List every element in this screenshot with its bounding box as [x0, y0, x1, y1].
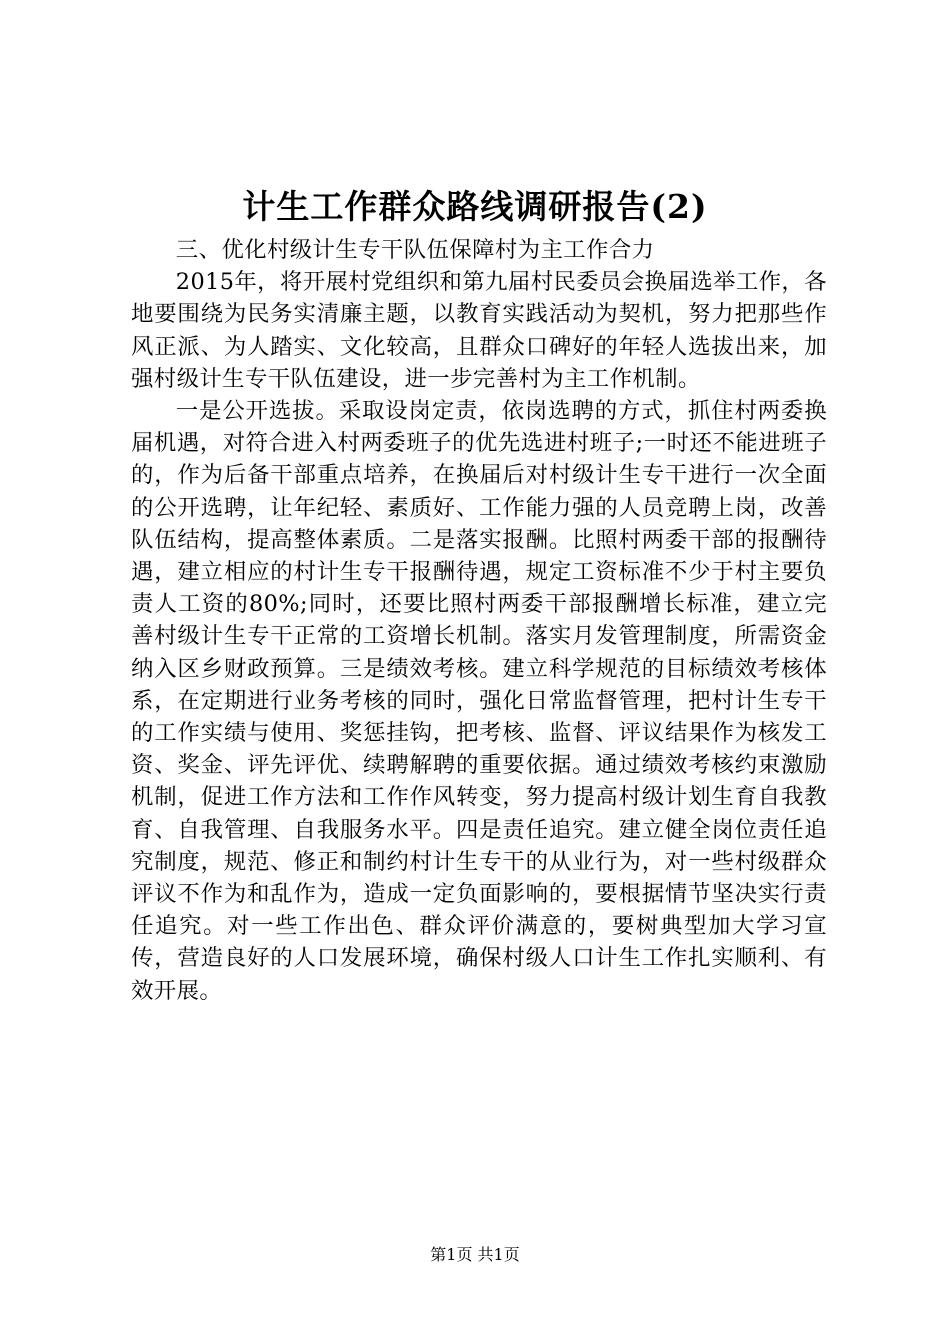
section-heading: 三、优化村级计生专干队伍保障村为主工作合力	[175, 237, 655, 263]
document-body	[131, 234, 827, 1007]
page-footer: 第1页 共1页	[430, 1245, 520, 1264]
body-paragraph: 一是公开选拔。采取设岗定责，依岗选聘的方式，抓住村两委换届机遇，对符合进入村两委班子的优先选进村班子;一时还不能进班子的，作为后备干部重点培养，在换届后对村级计生专干进行一次全面的公开选聘，让年纪轻、素质好、工作能力强的人员竞聘上岗，改善队伍结构，提高整体素质。二是落实报酬。比照村两委干部的报酬待遇，建立相应的村计生专干报酬待遇，规定工资标准不少于村主要负责人工资的80%;同时，还要比照村两委干部报酬增长标准，建立完善村级计生专干正常的工资增长机制。落实月发管理制度，所需资金纳入区乡财政预算。三是绩效考核。建立科学规范的目标绩效考核体系，在定期进行业务考核的同时，强化日常监督管理，把村计生专干的工作实绩与使用、奖惩挂钩，把考核、监督、评议结果作为核发工资、奖金、评先评优、续聘解聘的重要依据。通过绩效考核约束激励机制，促进工作方法和工作作风转变，努力提高村级计划生育自我教育、自我管理、自我服务水平。四是责任追究。建立健全岗位责任追究制度，规范、修正和制约村计生专干的从业行为，对一些村级群众评议不作为和乱作为，造成一定负面影响的，要根据情节坚决实行责任追究。对一些工作出色、群众评价满意的，要树典型加大学习宣传，营造良好的人口发展环境，确保村级人口计生工作扎实顺利、有效开展。	[131, 398, 827, 1004]
body-paragraph: 2015年，将开展村党组织和第九届村民委员会换届选举工作，各地要围绕为民务实清廉主题，以教育实践活动为契机，努力把那些作风正派、为人踏实、文化较高，且群众口碑好的年轻人选拔出来，加强村级计生专干队伍建设，进一步完善村为主工作机制。	[131, 269, 827, 392]
document-title: 计生工作群众路线调研报告(2)	[242, 187, 708, 226]
